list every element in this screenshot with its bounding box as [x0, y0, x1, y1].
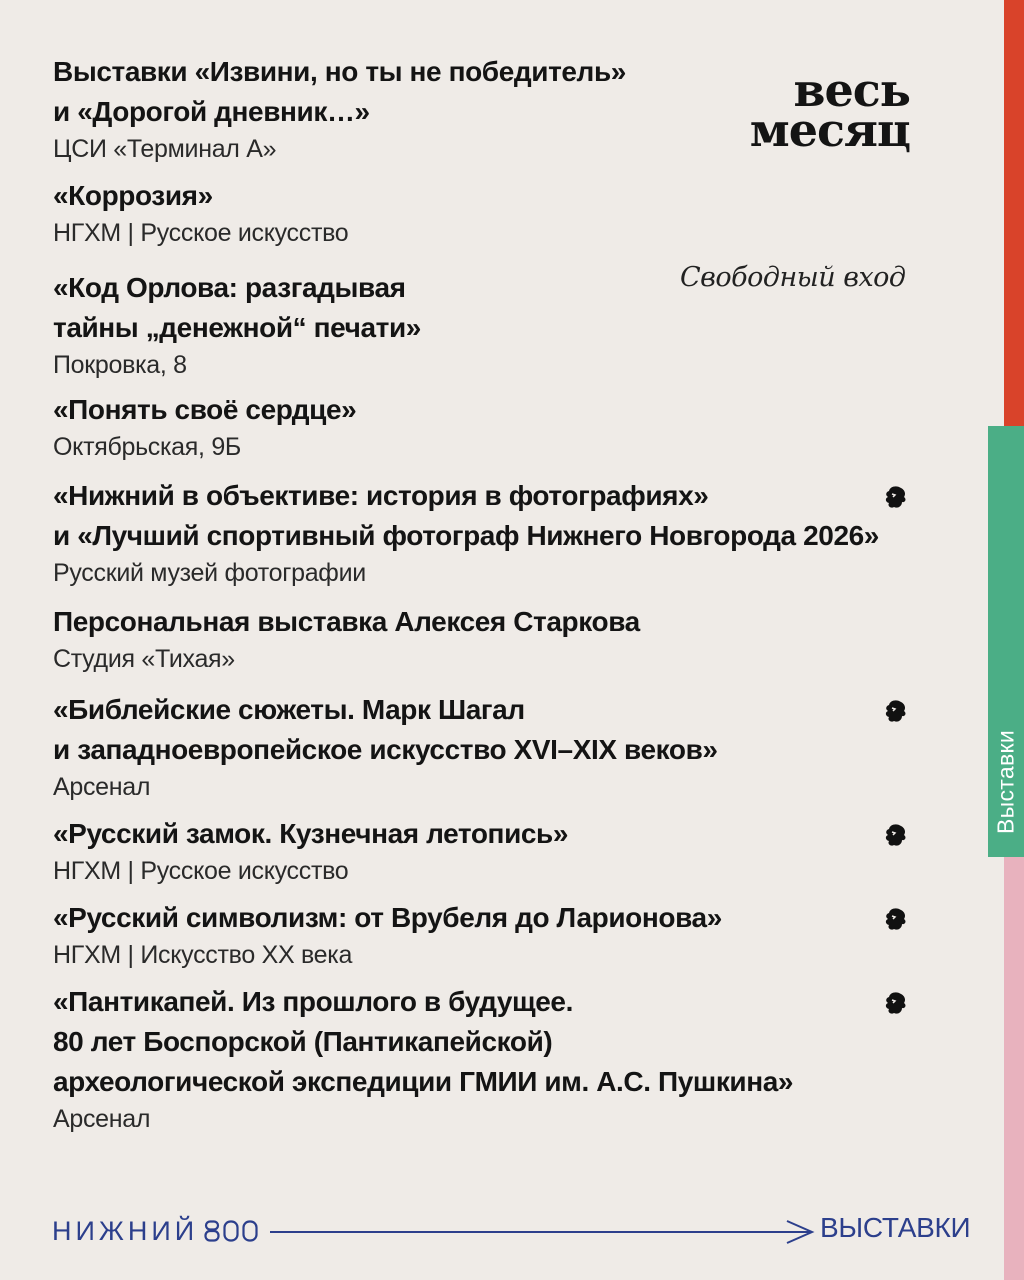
event-venue: НГХМ | Русское искусство [53, 857, 349, 885]
event-venue: Студия «Тихая» [53, 645, 235, 673]
pushkin-card-icon [880, 482, 910, 512]
logo-digit-8-icon [204, 1220, 220, 1242]
list-item [53, 390, 893, 464]
event-title: «Понять своё сердце» [53, 394, 357, 425]
list-item [53, 176, 893, 250]
nizhny-800-logo [52, 1214, 258, 1248]
event-venue: НГХМ | Искусство ХХ века [53, 941, 353, 969]
event-title: «Русский замок. Кузнечная летопись» [53, 818, 569, 849]
free-entry-note: Свободный вход [680, 262, 906, 293]
event-title: «Коррозия» [53, 180, 213, 211]
list-item [53, 268, 893, 382]
rail-red-segment [1004, 0, 1024, 426]
brand-line-1: весь [793, 63, 910, 117]
list-item [53, 898, 893, 972]
event-title: Выставки «Извини, но ты не победитель» и «Дорогой дневник…» [53, 56, 626, 127]
event-title: «Код Орлова: разгадывая тайны „денежной“ печати» [53, 272, 421, 343]
list-item [53, 476, 893, 590]
section-link[interactable]: ВЫСТАВКИ [820, 1212, 971, 1243]
event-venue: НГХМ | Русское искусство [53, 219, 349, 247]
arrow-right-icon [785, 1218, 815, 1246]
logo-digit-0-icon [223, 1220, 239, 1242]
footer-divider-line [270, 1231, 810, 1233]
list-item [53, 982, 893, 1136]
event-venue: Октябрьская, 9Б [53, 433, 242, 461]
event-title: «Русский символизм: от Врубеля до Ларионова» [53, 902, 722, 933]
list-item [53, 690, 893, 804]
list-item [53, 52, 893, 166]
event-venue: Арсенал [53, 1105, 151, 1133]
event-venue: Покровка, 8 [53, 351, 187, 379]
event-venue: Русский музей фотографии [53, 559, 366, 587]
event-venue: ЦСИ «Терминал А» [53, 135, 277, 163]
list-item [53, 602, 893, 676]
event-title: «Библейские сюжеты. Марк Шагал и западноевропейское искусство XVI–XIX веков» [53, 694, 718, 765]
logo-text: НИЖНИЙ [52, 1215, 199, 1246]
event-title: «Нижний в объективе: история в фотографиях» и «Лучший спортивный фотограф Нижнего Новгорода 2026» [53, 480, 879, 551]
events-list [53, 52, 893, 1136]
pushkin-card-icon [880, 696, 910, 726]
section-label: Выставки [992, 730, 1019, 834]
brand-line-2: месяц [749, 103, 910, 157]
pushkin-card-icon [880, 904, 910, 934]
logo-number [204, 1220, 258, 1242]
list-item [53, 814, 893, 888]
event-title: Персональная выставка Алексея Старкова [53, 606, 640, 637]
logo-digit-0-icon [242, 1220, 258, 1242]
rail-pink-segment [1004, 857, 1024, 1280]
pushkin-card-icon [880, 820, 910, 850]
event-title: «Пантикапей. Из прошлого в будущее. 80 лет Боспорской (Пантикапейской) археологической экспедиции ГМИИ им. А.С. Пушкина» [53, 986, 794, 1097]
event-venue: Арсенал [53, 773, 151, 801]
pushkin-card-icon [880, 988, 910, 1018]
